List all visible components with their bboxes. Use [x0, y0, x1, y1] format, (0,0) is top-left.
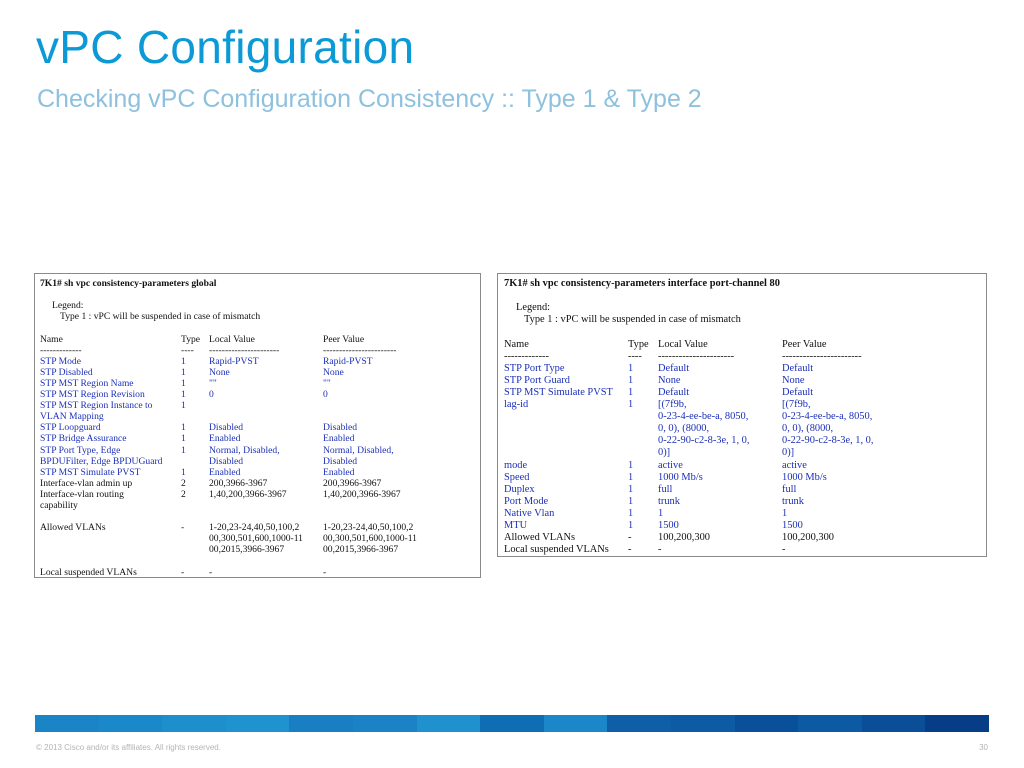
- parameter-type: 1: [628, 495, 634, 507]
- parameter-name: Local suspended VLANs: [504, 544, 609, 556]
- footer-bar-segment: [162, 715, 226, 732]
- footer-bar-segment: [798, 715, 862, 732]
- parameter-local-value: 1500: [658, 520, 679, 531]
- parameter-peer-value: Disabled: [323, 422, 358, 434]
- column-header-local-value: Local Value: [209, 333, 255, 345]
- column-separator: -------------: [504, 350, 549, 362]
- parameter-peer-value: 0-23-4-ee-be-a, 8050,: [782, 411, 873, 423]
- cli-legend-label: Legend:: [52, 300, 84, 312]
- parameter-peer-value: Enabled: [323, 433, 355, 445]
- parameter-local-value: 0-22-90-c2-8-3e, 1, 0,: [658, 435, 750, 447]
- slide-title-text: vPC Configuration: [36, 21, 415, 73]
- column-separator: ----: [181, 344, 194, 356]
- parameter-name: STP MST Region Instance to: [40, 400, 153, 412]
- parameter-name: Port Mode: [504, 495, 549, 507]
- parameter-local-value: 1-20,23-24,40,50,100,2: [209, 522, 300, 534]
- parameter-name: STP MST Simulate PVST: [40, 466, 141, 478]
- parameter-local-value: [(7f9b,: [658, 399, 687, 410]
- parameter-peer-value: Default: [782, 386, 814, 398]
- column-separator: ----------------------: [658, 350, 735, 362]
- parameter-name: lag-id: [504, 399, 529, 410]
- parameter-peer-value: [(7f9b,: [782, 399, 811, 410]
- parameter-name: Interface-vlan routing: [40, 488, 124, 500]
- parameter-peer-value: Rapid-PVST: [323, 355, 373, 367]
- parameter-peer-value: 00,300,501,600,1000-11: [323, 533, 417, 545]
- interface-consistency-output: [497, 273, 987, 557]
- column-separator: -------------: [40, 344, 82, 356]
- parameter-type: 1: [181, 466, 186, 478]
- copyright-text: © 2013 Cisco and/or its affiliates. All rights reserved.: [36, 743, 221, 752]
- footer-bar-segment: [226, 715, 290, 732]
- parameter-local-value: 100,200,300: [658, 532, 710, 544]
- parameter-peer-value: 0: [323, 389, 328, 400]
- parameter-type: 1: [628, 399, 634, 410]
- parameter-peer-value: Enabled: [323, 466, 355, 478]
- parameter-local-value: 00,300,501,600,1000-11: [209, 533, 303, 545]
- footer-bar-segment: [35, 715, 99, 732]
- cli-legend-text: Type 1 : vPC will be suspended in case of mismatch: [60, 311, 261, 323]
- parameter-name: BPDUFilter, Edge BPDUGuard: [40, 455, 163, 467]
- footer-bar-segment: [417, 715, 481, 732]
- column-header-name: Name: [504, 338, 529, 350]
- parameter-type: 1: [628, 471, 634, 483]
- parameter-peer-value: None: [782, 374, 805, 386]
- parameter-local-value: Default: [658, 386, 690, 398]
- cli-legend-label: Legend:: [516, 302, 551, 314]
- page-number: 30: [979, 743, 988, 752]
- parameter-peer-value: 1-20,23-24,40,50,100,2: [323, 522, 414, 534]
- parameter-peer-value: Default: [782, 362, 814, 374]
- parameter-local-value: 1000 Mb/s: [658, 471, 703, 483]
- parameter-local-value: None: [658, 374, 681, 386]
- parameter-local-value: 1: [658, 507, 664, 519]
- parameter-peer-value: 1000 Mb/s: [782, 471, 827, 483]
- parameter-local-value: 0)]: [658, 447, 671, 459]
- parameter-local-value: Disabled: [209, 422, 244, 434]
- parameter-peer-value: 1,40,200,3966-3967: [323, 488, 401, 500]
- column-header-type: Type: [628, 338, 649, 350]
- global-consistency-output: [34, 273, 481, 578]
- footer-bar-segment: [607, 715, 671, 732]
- parameter-local-value: "": [209, 377, 217, 389]
- footer-bar-segment: [353, 715, 417, 732]
- parameter-type: 1: [628, 520, 634, 531]
- parameter-local-value: Enabled: [209, 433, 241, 445]
- footer-bar-segment: [99, 715, 163, 732]
- column-header-peer-value: Peer Value: [782, 338, 827, 350]
- parameter-type: -: [628, 544, 632, 556]
- parameter-local-value: -: [658, 544, 662, 556]
- footer-bar-segment: [862, 715, 926, 732]
- parameter-peer-value: 200,3966-3967: [323, 477, 382, 489]
- parameter-type: 1: [628, 459, 634, 471]
- parameter-peer-value: full: [782, 483, 797, 495]
- footer-bar-segment: [289, 715, 353, 732]
- parameter-local-value: trunk: [658, 495, 680, 507]
- parameter-local-value: 0: [209, 389, 214, 400]
- parameter-local-value: Disabled: [209, 455, 244, 467]
- parameter-name: VLAN Mapping: [40, 411, 104, 423]
- parameter-type: 1: [181, 389, 186, 400]
- parameter-peer-value: Disabled: [323, 455, 358, 467]
- parameter-type: 1: [181, 400, 186, 412]
- parameter-type: 1: [628, 374, 634, 386]
- parameter-local-value: -: [209, 566, 213, 578]
- parameter-type: 1: [628, 362, 634, 374]
- parameter-peer-value: 0, 0), (8000,: [782, 423, 834, 435]
- parameter-local-value: Enabled: [209, 466, 241, 478]
- parameter-name: MTU: [504, 520, 528, 531]
- column-separator: -----------------------: [782, 350, 862, 362]
- parameter-name: STP MST Simulate PVST: [504, 386, 613, 398]
- parameter-name: STP MST Region Name: [40, 377, 134, 389]
- parameter-peer-value: 0-22-90-c2-8-3e, 1, 0,: [782, 435, 874, 447]
- parameter-peer-value: 1: [782, 507, 788, 519]
- cli-command: 7K1# sh vpc consistency-parameters global: [40, 278, 217, 289]
- footer-bar-segment: [925, 715, 989, 732]
- parameter-peer-value: Normal, Disabled,: [323, 444, 394, 456]
- column-header-local-value: Local Value: [658, 338, 708, 350]
- parameter-type: -: [628, 532, 632, 544]
- parameter-type: 1: [628, 507, 634, 519]
- parameter-peer-value: 0)]: [782, 447, 795, 459]
- parameter-name: STP Bridge Assurance: [40, 433, 127, 445]
- parameter-local-value: 1,40,200,3966-3967: [209, 488, 287, 500]
- parameter-name: capability: [40, 500, 78, 511]
- slide-title: [36, 18, 414, 76]
- parameter-peer-value: 1500: [782, 520, 803, 531]
- parameter-peer-value: -: [323, 566, 327, 578]
- parameter-peer-value: "": [323, 377, 331, 389]
- parameter-type: 1: [181, 377, 186, 389]
- parameter-type: 1: [628, 386, 634, 398]
- parameter-peer-value: active: [782, 459, 807, 471]
- parameter-name: Allowed VLANs: [40, 522, 106, 534]
- cli-legend-text: Type 1 : vPC will be suspended in case of mismatch: [524, 314, 741, 326]
- parameter-local-value: Rapid-PVST: [209, 355, 259, 367]
- parameter-local-value: active: [658, 459, 683, 471]
- parameter-name: STP Disabled: [40, 366, 93, 378]
- slide-subtitle: Checking vPC Configuration Consistency :: Type 1 & Type 2: [37, 85, 702, 113]
- parameter-type: 1: [628, 483, 634, 495]
- parameter-local-value: Default: [658, 362, 690, 374]
- parameter-type: -: [181, 566, 185, 578]
- parameter-local-value: 200,3966-3967: [209, 477, 268, 489]
- parameter-peer-value: 00,2015,3966-3967: [323, 544, 399, 556]
- column-separator: ----------------------: [209, 344, 280, 356]
- parameter-peer-value: 100,200,300: [782, 532, 834, 544]
- parameter-name: Interface-vlan admin up: [40, 477, 133, 489]
- parameter-name: mode: [504, 459, 528, 471]
- parameter-name: STP MST Region Revision: [40, 389, 145, 400]
- parameter-name: Duplex: [504, 483, 535, 495]
- parameter-peer-value: trunk: [782, 495, 804, 507]
- parameter-type: 1: [181, 366, 186, 378]
- parameter-name: Allowed VLANs: [504, 532, 576, 544]
- parameter-name: STP Port Type: [504, 362, 565, 374]
- column-header-peer-value: Peer Value: [323, 333, 365, 345]
- parameter-local-value: 00,2015,3966-3967: [209, 544, 285, 556]
- parameter-type: 2: [181, 488, 186, 500]
- parameter-name: Speed: [504, 471, 530, 483]
- column-header-name: Name: [40, 333, 63, 345]
- footer-bar-segment: [671, 715, 735, 732]
- footer-bar-segment: [735, 715, 799, 732]
- footer-bar-segment: [480, 715, 544, 732]
- parameter-type: -: [181, 522, 185, 534]
- parameter-name: STP Port Guard: [504, 374, 571, 386]
- parameter-name: STP Port Type, Edge: [40, 444, 121, 456]
- parameter-peer-value: -: [782, 544, 786, 556]
- parameter-name: STP Loopguard: [40, 422, 101, 434]
- parameter-local-value: full: [658, 483, 673, 495]
- parameter-local-value: Normal, Disabled,: [209, 444, 280, 456]
- parameter-type: 1: [181, 433, 186, 445]
- parameter-type: 1: [181, 355, 186, 367]
- parameter-local-value: 0-23-4-ee-be-a, 8050,: [658, 411, 749, 423]
- column-separator: ----: [628, 350, 642, 362]
- column-separator: -----------------------: [323, 344, 397, 356]
- parameter-peer-value: None: [323, 366, 344, 378]
- parameter-type: 1: [181, 444, 186, 456]
- parameter-name: STP Mode: [40, 355, 81, 367]
- parameter-type: 1: [181, 422, 186, 434]
- column-header-type: Type: [181, 333, 201, 345]
- footer-color-bar: [35, 715, 989, 732]
- parameter-name: Native Vlan: [504, 507, 555, 519]
- cli-command: 7K1# sh vpc consistency-parameters interface port-channel 80: [504, 278, 780, 289]
- parameter-name: Local suspended VLANs: [40, 566, 137, 578]
- parameter-local-value: None: [209, 366, 230, 378]
- parameter-local-value: 0, 0), (8000,: [658, 423, 710, 435]
- parameter-type: 2: [181, 477, 186, 489]
- footer-bar-segment: [544, 715, 608, 732]
